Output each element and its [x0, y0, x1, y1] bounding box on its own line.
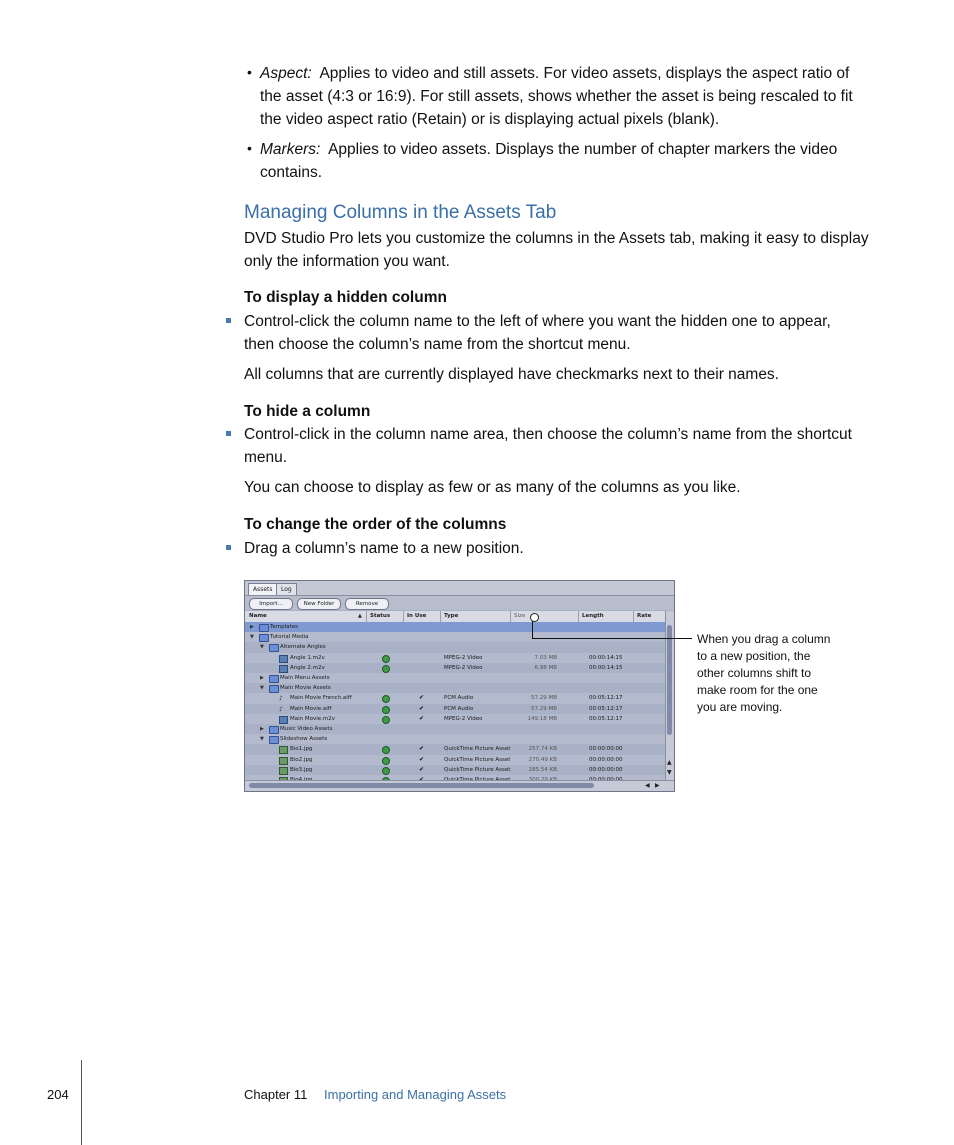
intro-line: only the information you want. [244, 253, 450, 270]
import-button[interactable]: Import... [249, 598, 293, 610]
in-use-checkmark-icon: ✔ [419, 714, 425, 722]
footer-rule [81, 1060, 82, 1145]
asset-type: PCM Audio [444, 695, 474, 702]
asset-type: QuickTime Picture Asset [444, 746, 511, 753]
table-row[interactable] [245, 653, 668, 663]
scroll-down-arrow-icon[interactable]: ▼ [667, 769, 672, 776]
step-line: then choose the column’s name from the shortcut menu. [244, 336, 631, 353]
audio-file-icon: ♪ [279, 705, 283, 713]
column-type[interactable]: Type [444, 613, 459, 619]
table-row[interactable] [245, 744, 668, 754]
asset-type: PCM Audio [444, 705, 474, 712]
column-divider [440, 611, 441, 622]
tab-log[interactable]: Log [276, 583, 297, 595]
asset-name: Angle 2.m2v [290, 664, 325, 671]
asset-type: MPEG-2 Video [444, 664, 483, 671]
table-row[interactable] [245, 622, 668, 632]
remove-button[interactable]: Remove [345, 598, 389, 610]
section-intro [244, 227, 894, 273]
new-folder-button[interactable]: New Folder [297, 598, 341, 610]
disclosure-collapsed-icon[interactable]: ▶ [260, 675, 264, 681]
scroll-up-arrow-icon[interactable]: ▲ [667, 759, 672, 766]
button-bar [245, 596, 674, 610]
image-file-icon [279, 757, 288, 765]
bullet-aspect [260, 62, 900, 131]
disclosure-collapsed-icon[interactable]: ▶ [250, 624, 254, 630]
vertical-scrollbar[interactable] [665, 611, 674, 783]
task-title: To hide a column [244, 403, 371, 420]
asset-name: Bio2.jpg [290, 756, 313, 763]
assets-tab-screenshot [244, 580, 675, 792]
asset-name: Templates [270, 624, 298, 630]
asset-size: 7.03 MB [534, 654, 557, 661]
table-row[interactable] [245, 714, 668, 724]
asset-name: Music Video Assets [280, 726, 333, 732]
footer-chapter: Chapter 11 [244, 1087, 308, 1102]
folder-icon [259, 634, 269, 642]
table-row[interactable] [245, 755, 668, 765]
asset-length: 00:00:14:15 [589, 654, 623, 661]
column-size-dragging[interactable]: Size [514, 613, 526, 619]
asset-length: 00:00:00:00 [589, 766, 623, 773]
asset-type: QuickTime Picture Asset [444, 766, 511, 773]
asset-size: 149.18 MB [527, 715, 557, 722]
asset-name: Main Movie French.aiff [290, 695, 352, 702]
status-ok-icon [382, 665, 390, 673]
horizontal-scrollbar[interactable] [245, 780, 674, 791]
table-row[interactable] [245, 693, 668, 703]
column-rate[interactable]: Rate [637, 613, 652, 619]
in-use-checkmark-icon: ✔ [419, 704, 425, 712]
folder-icon [269, 685, 279, 693]
table-row[interactable] [245, 734, 668, 744]
column-name[interactable]: Name [249, 613, 267, 619]
section-heading: Managing Columns in the Assets Tab [244, 202, 557, 223]
table-row[interactable] [245, 663, 668, 673]
callout-line: make room for the one [697, 683, 818, 697]
callout-line: When you drag a column [697, 632, 831, 646]
disclosure-expanded-icon[interactable]: ▼ [260, 644, 264, 651]
column-divider [578, 611, 579, 622]
square-bullet [226, 545, 231, 550]
status-ok-icon [382, 716, 390, 724]
asset-length: 00:05:12:17 [589, 705, 623, 712]
asset-name: Angle 1.m2v [290, 654, 325, 661]
task-step [244, 423, 894, 469]
scroll-right-arrow-icon[interactable]: ▶ [655, 782, 660, 789]
asset-name: Slideshow Assets [280, 736, 328, 743]
bullet-dot: • [247, 64, 252, 80]
asset-type: QuickTime Picture Asset [444, 756, 511, 763]
callout-line: to a new position, the [697, 649, 811, 663]
folder-icon [259, 624, 269, 632]
status-ok-icon [382, 695, 390, 703]
aspect-line: the asset (4:3 or 16:9). For still assets, shows whether the asset is being rescaled to fit [260, 88, 853, 105]
markers-line: Applies to video assets. Displays the number of chapter markers the video [328, 141, 838, 158]
folder-icon [269, 644, 279, 652]
status-ok-icon [382, 757, 390, 765]
asset-type: MPEG-2 Video [444, 715, 483, 722]
aspect-line: the video aspect ratio (Retain) or is displaying actual pixels (blank). [260, 111, 720, 128]
column-status[interactable]: Status [370, 613, 391, 619]
in-use-checkmark-icon: ✔ [419, 694, 425, 702]
column-divider [633, 611, 634, 622]
disclosure-expanded-icon[interactable]: ▼ [250, 634, 254, 641]
image-file-icon [279, 767, 288, 775]
asset-length: 00:00:14:15 [589, 664, 623, 671]
scroll-left-arrow-icon[interactable]: ◀ [645, 782, 650, 789]
callout-line-horizontal [532, 638, 692, 639]
vertical-scroll-thumb[interactable] [667, 625, 672, 735]
table-row[interactable] [245, 683, 668, 693]
folder-icon [269, 726, 279, 734]
asset-name: Alternate Angles [280, 644, 326, 651]
column-in-use[interactable]: In Use [407, 613, 427, 619]
asset-length: 00:05:12:17 [589, 695, 623, 702]
sort-indicator-icon: ▲ [358, 613, 362, 619]
markers-line: contains. [260, 164, 323, 181]
square-bullet [226, 318, 231, 323]
asset-length: 00:00:00:00 [589, 746, 623, 753]
asset-size: 6.98 MB [534, 664, 557, 671]
tab-assets[interactable]: Assets [248, 583, 278, 595]
bullet-dot: • [247, 140, 252, 156]
asset-length: 00:05:12:17 [589, 715, 623, 722]
video-file-icon [279, 716, 288, 724]
column-divider [510, 611, 511, 622]
asset-size: 270.49 KB [528, 756, 557, 763]
video-file-icon [279, 665, 288, 673]
step-line: Control-click in the column name area, then choose the column’s name from the shortcut [244, 426, 852, 443]
task-step: Drag a column’s name to a new position. [244, 540, 524, 557]
status-ok-icon [382, 746, 390, 754]
asset-name: Main Movie.aiff [290, 705, 332, 712]
horizontal-scroll-thumb[interactable] [249, 783, 594, 788]
folder-icon [269, 675, 279, 683]
audio-file-icon: ♪ [279, 695, 283, 703]
asset-name: Bio1.jpg [290, 746, 313, 753]
tab-bar [245, 581, 674, 596]
status-ok-icon [382, 655, 390, 663]
table-row[interactable] [245, 724, 668, 734]
step-line: Control-click the column name to the left of where you want the hidden one to appear, [244, 313, 831, 330]
table-row[interactable] [245, 673, 668, 683]
asset-name: Main Menu Assets [280, 675, 330, 681]
table-row[interactable] [245, 642, 668, 652]
column-divider [366, 611, 367, 622]
aspect-line: Applies to video and still assets. For video assets, displays the aspect ratio of [319, 65, 850, 82]
asset-name: Main Movie Assets [280, 685, 331, 692]
asset-name: Main Movie.m2v [290, 715, 336, 722]
asset-type: MPEG-2 Video [444, 654, 483, 661]
task-step [244, 310, 894, 356]
term-markers: Markers: [260, 141, 321, 158]
disclosure-expanded-icon[interactable]: ▼ [260, 685, 264, 692]
page-number: 204 [47, 1087, 69, 1102]
task-note: All columns that are currently displayed have checkmarks next to their names. [244, 366, 779, 383]
asset-name: Bio3.jpg [290, 766, 313, 773]
asset-size: 257.74 KB [528, 746, 557, 753]
status-ok-icon [382, 706, 390, 714]
in-use-checkmark-icon: ✔ [419, 765, 425, 773]
task-title: To display a hidden column [244, 289, 447, 306]
bullet-markers [260, 138, 900, 184]
callout-line: you are moving. [697, 700, 783, 714]
square-bullet [226, 431, 231, 436]
task-note: You can choose to display as few or as many of the columns as you like. [244, 479, 741, 496]
table-row[interactable] [245, 765, 668, 775]
column-divider [403, 611, 404, 622]
video-file-icon [279, 655, 288, 663]
asset-size: 285.54 KB [528, 766, 557, 773]
term-aspect: Aspect: [260, 65, 312, 82]
intro-line: DVD Studio Pro lets you customize the columns in the Assets tab, making it easy to display [244, 230, 869, 247]
in-use-checkmark-icon: ✔ [419, 745, 425, 753]
footer-chapter-title: Importing and Managing Assets [324, 1087, 507, 1102]
folder-icon [269, 736, 279, 744]
callout-text [697, 631, 847, 716]
status-ok-icon [382, 767, 390, 775]
callout-line-vertical [532, 621, 533, 638]
disclosure-collapsed-icon[interactable]: ▶ [260, 726, 264, 732]
column-length[interactable]: Length [582, 613, 604, 619]
disclosure-expanded-icon[interactable]: ▼ [260, 736, 264, 743]
asset-name: Tutorial Media [270, 634, 309, 641]
callout-line: other columns shift to [697, 666, 812, 680]
asset-size: 57.29 MB [530, 705, 557, 712]
table-row[interactable] [245, 704, 668, 714]
asset-length: 00:00:00:00 [589, 756, 623, 763]
asset-size: 57.29 MB [530, 695, 557, 702]
step-line: menu. [244, 449, 288, 466]
in-use-checkmark-icon: ✔ [419, 755, 425, 763]
image-file-icon [279, 746, 288, 754]
task-title: To change the order of the columns [244, 516, 507, 533]
